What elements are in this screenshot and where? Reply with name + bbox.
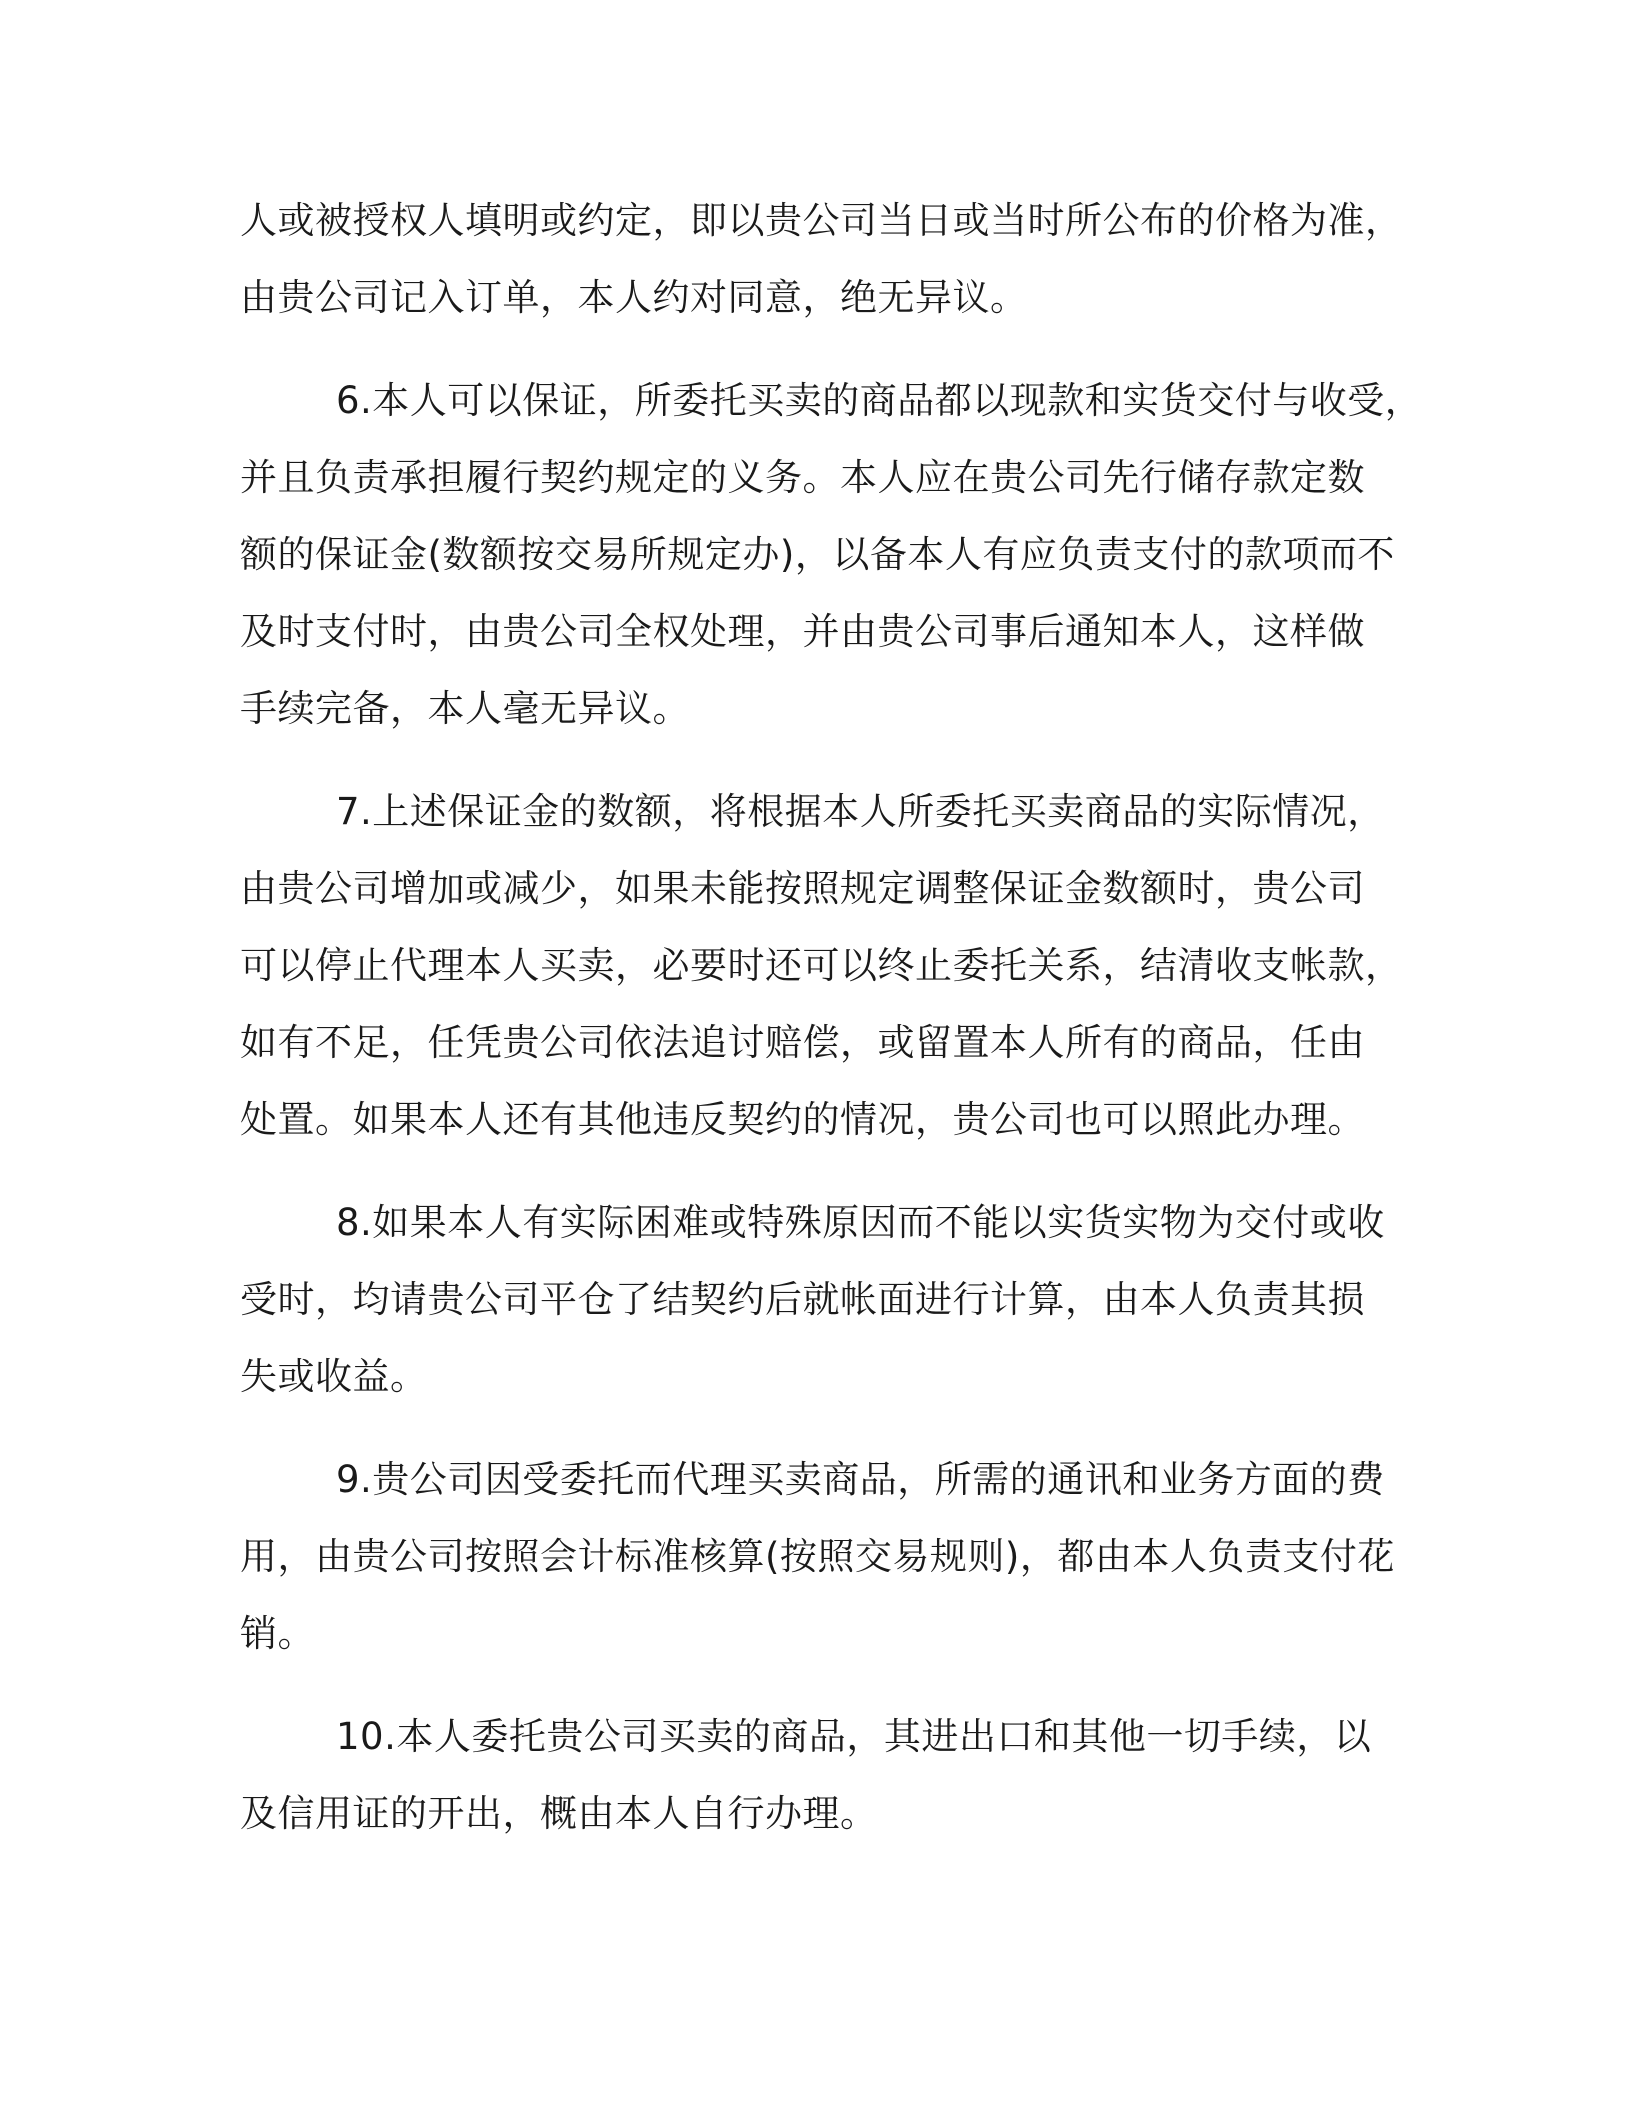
text-line: 额的保证金(数额按交易所规定办)，以备本人有应负责支付的款项而不 <box>240 533 1395 576</box>
text-line: 用，由贵公司按照会计标准核算(按照交易规则)，都由本人负责支付花 <box>240 1535 1395 1578</box>
document-body <box>240 182 1423 1878</box>
text-line: 7.上述保证金的数额，将根据本人所委托买卖商品的实际情况， <box>336 790 1385 833</box>
text-line: 如有不足，任凭贵公司依法追讨赔偿，或留置本人所有的商品，任由 <box>240 1021 1365 1064</box>
text-line: 及时支付时，由贵公司全权处理，并由贵公司事后通知本人，这样做 <box>240 610 1365 653</box>
text-line: 8.如果本人有实际困难或特殊原因而不能以实货实物为交付或收 <box>336 1201 1385 1244</box>
paragraph-6 <box>240 362 1423 747</box>
text-line: 人或被授权人填明或约定，即以贵公司当日或当时所公布的价格为准， <box>240 199 1403 242</box>
text-line: 6.本人可以保证，所委托买卖的商品都以现款和实货交付与收受， <box>336 379 1423 422</box>
text-line: 由贵公司记入订单，本人约对同意，绝无异议。 <box>240 276 1028 319</box>
text-line: 由贵公司增加或减少，如果未能按照规定调整保证金数额时，贵公司 <box>240 867 1365 910</box>
paragraph-9 <box>240 1441 1410 1672</box>
text-line: 处置。如果本人还有其他违反契约的情况，贵公司也可以照此办理。 <box>240 1098 1365 1141</box>
paragraph-7 <box>240 773 1410 1158</box>
text-line: 失或收益。 <box>240 1355 428 1398</box>
text-line: 10.本人委托贵公司买卖的商品，其进出口和其他一切手续，以 <box>336 1715 1372 1758</box>
text-line: 9.贵公司因受委托而代理买卖商品，所需的通讯和业务方面的费 <box>336 1458 1385 1501</box>
paragraph-8 <box>240 1184 1410 1415</box>
text-line: 销。 <box>240 1612 315 1655</box>
text-line: 受时，均请贵公司平仓了结契约后就帐面进行计算，由本人负责其损 <box>240 1278 1365 1321</box>
paragraph-10 <box>240 1698 1410 1852</box>
text-line: 可以停止代理本人买卖，必要时还可以终止委托关系，结清收支帐款， <box>240 944 1403 987</box>
text-line: 手续完备，本人毫无异议。 <box>240 687 690 730</box>
text-line: 并且负责承担履行契约规定的义务。本人应在贵公司先行储存款定数 <box>240 456 1365 499</box>
text-line: 及信用证的开出，概由本人自行办理。 <box>240 1792 878 1835</box>
paragraph-5-continued <box>240 182 1410 336</box>
